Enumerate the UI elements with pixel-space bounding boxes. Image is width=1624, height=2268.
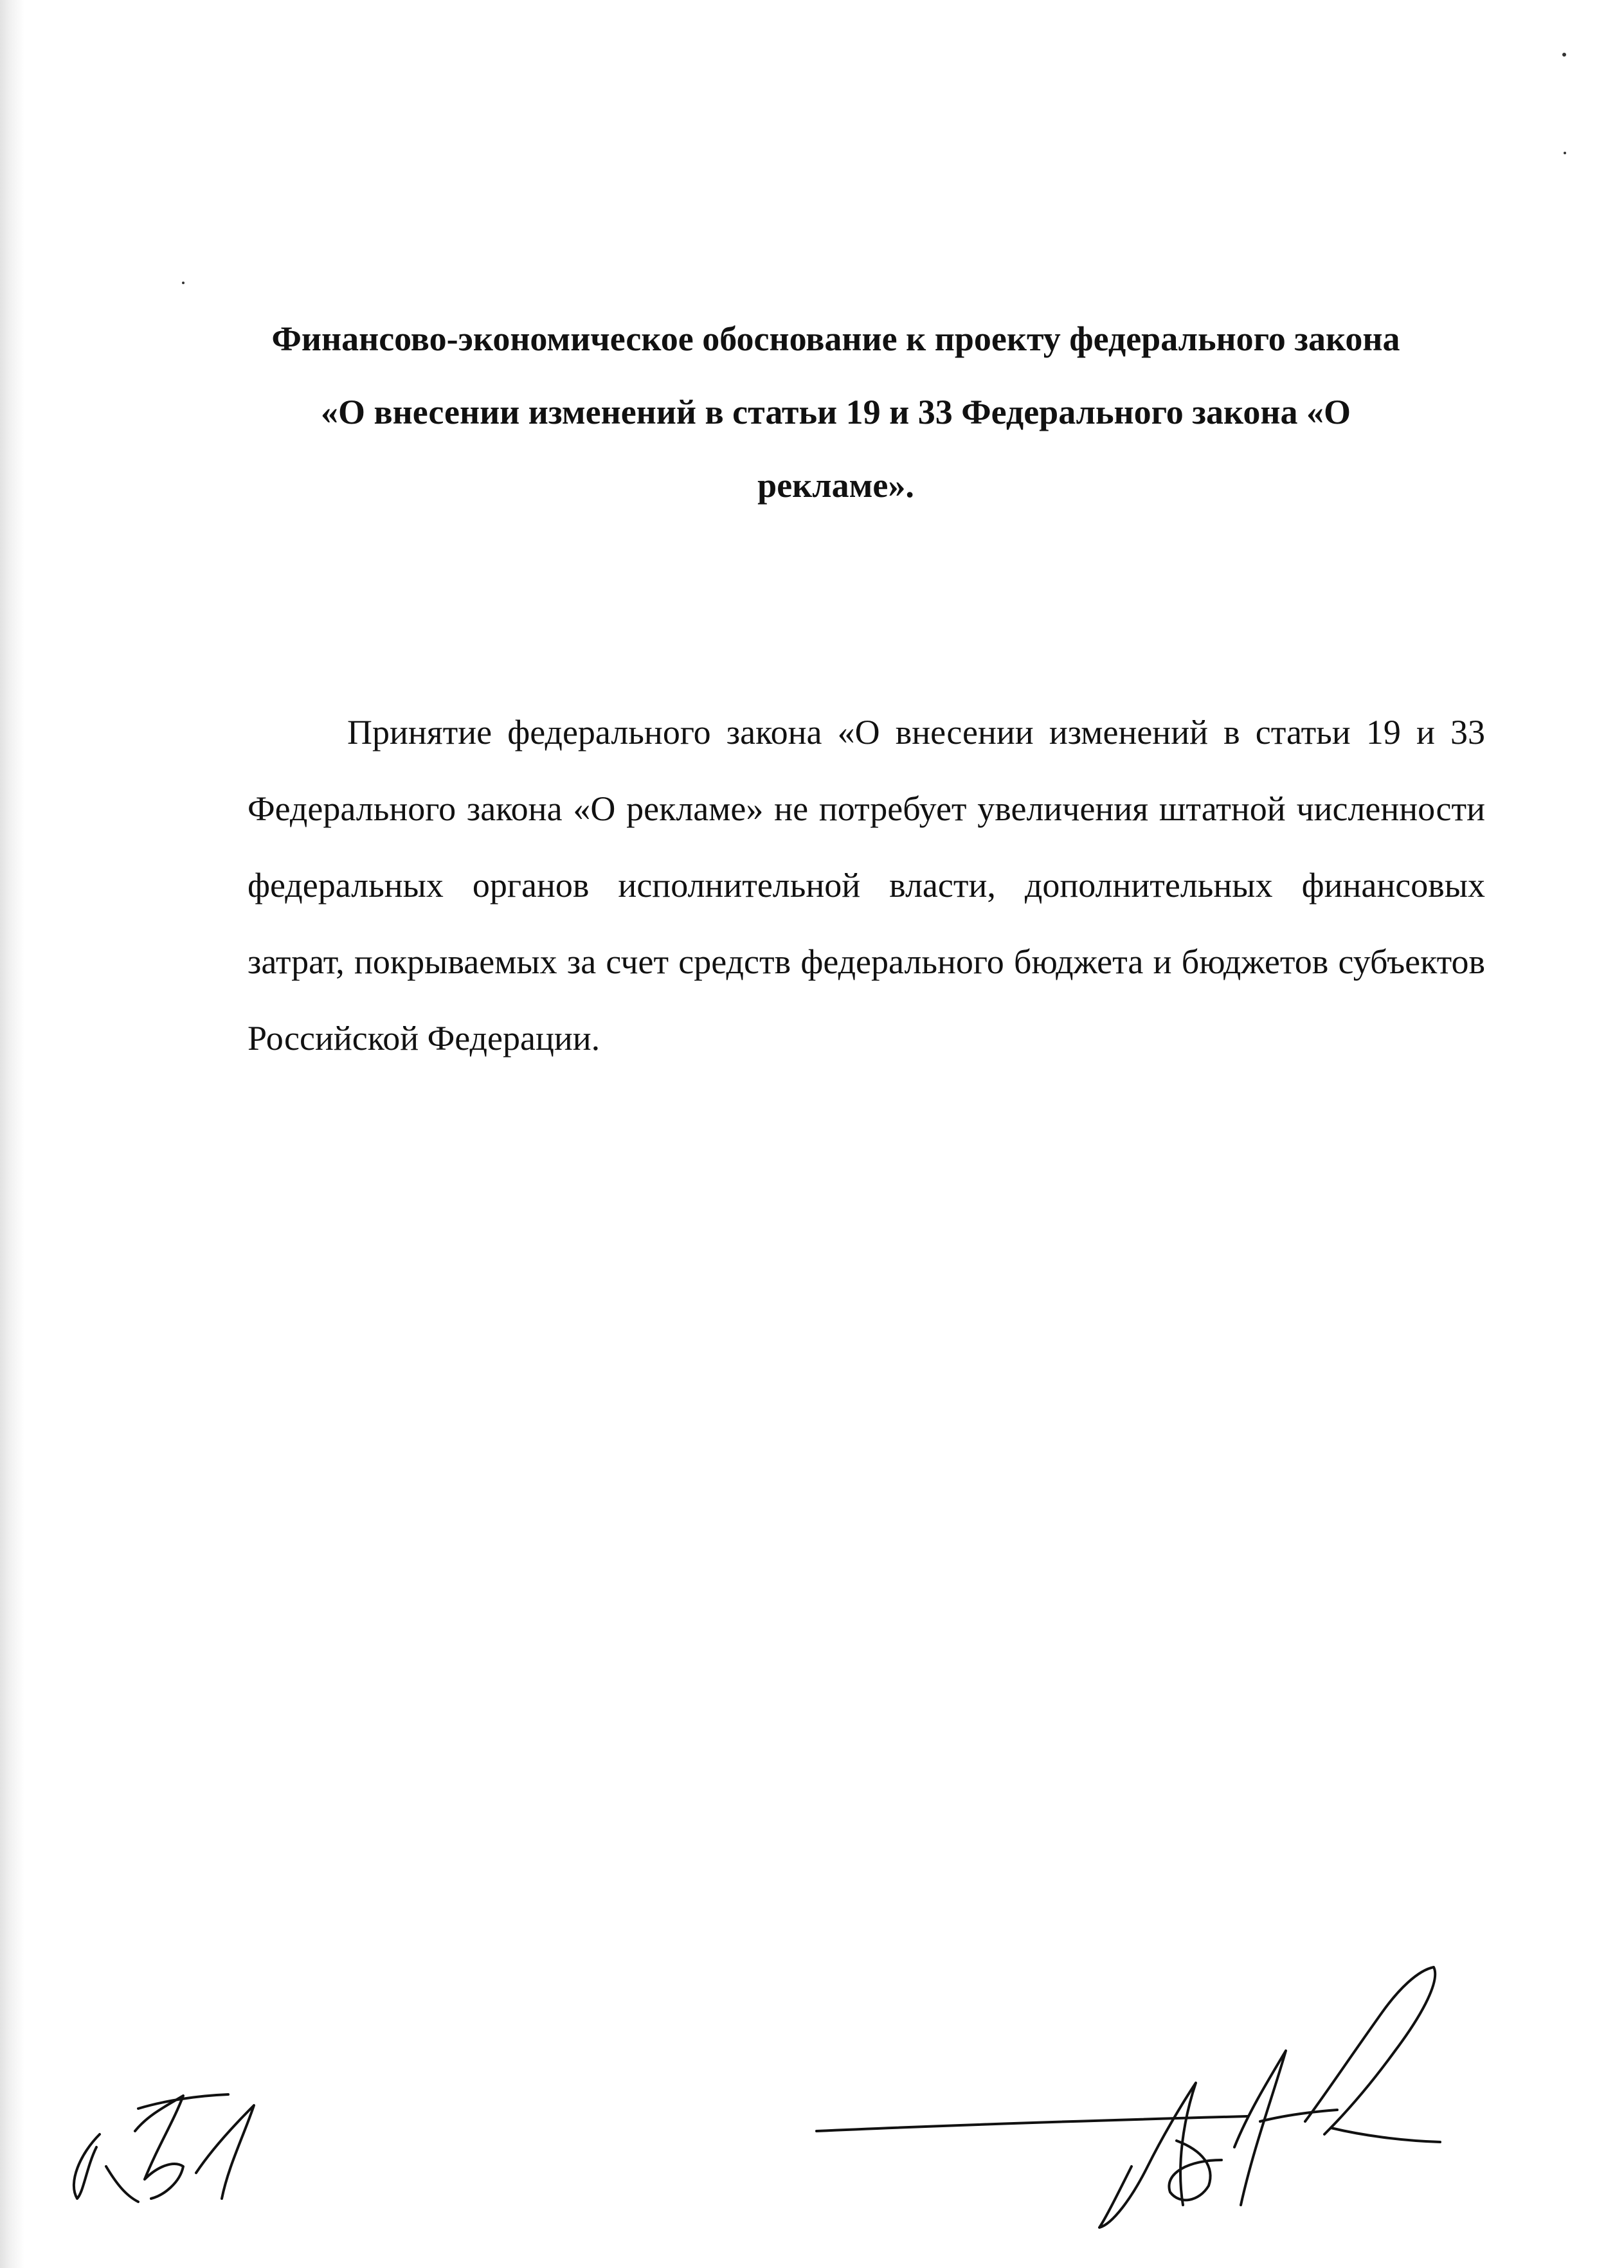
initials-signature	[61, 2070, 293, 2218]
title-line-3: рекламе».	[757, 466, 914, 505]
scan-speck	[182, 282, 185, 284]
scan-edge-shadow	[0, 0, 24, 2268]
body-paragraph: Принятие федерального закона «О внесении изменений в статьи 19 и 33 Федерального закона «О рекламе» не потребует увеличения штатной численности федеральных органов исполнительной власти, дополнительных финансовых затрат, покрываемых за счет средств федерального бюджета и бюджетов субъектов Российской Федерации.	[248, 713, 1485, 1058]
scan-speck	[1564, 152, 1566, 154]
official-signature	[797, 1954, 1466, 2231]
title-line-2: «О внесении изменений в статьи 19 и 33 Федерального закона «О	[320, 393, 1351, 431]
scan-speck	[1562, 53, 1566, 57]
document-title	[193, 302, 1479, 522]
title-line-1: Финансово-экономическое обоснование к проекту федерального закона	[271, 320, 1400, 358]
